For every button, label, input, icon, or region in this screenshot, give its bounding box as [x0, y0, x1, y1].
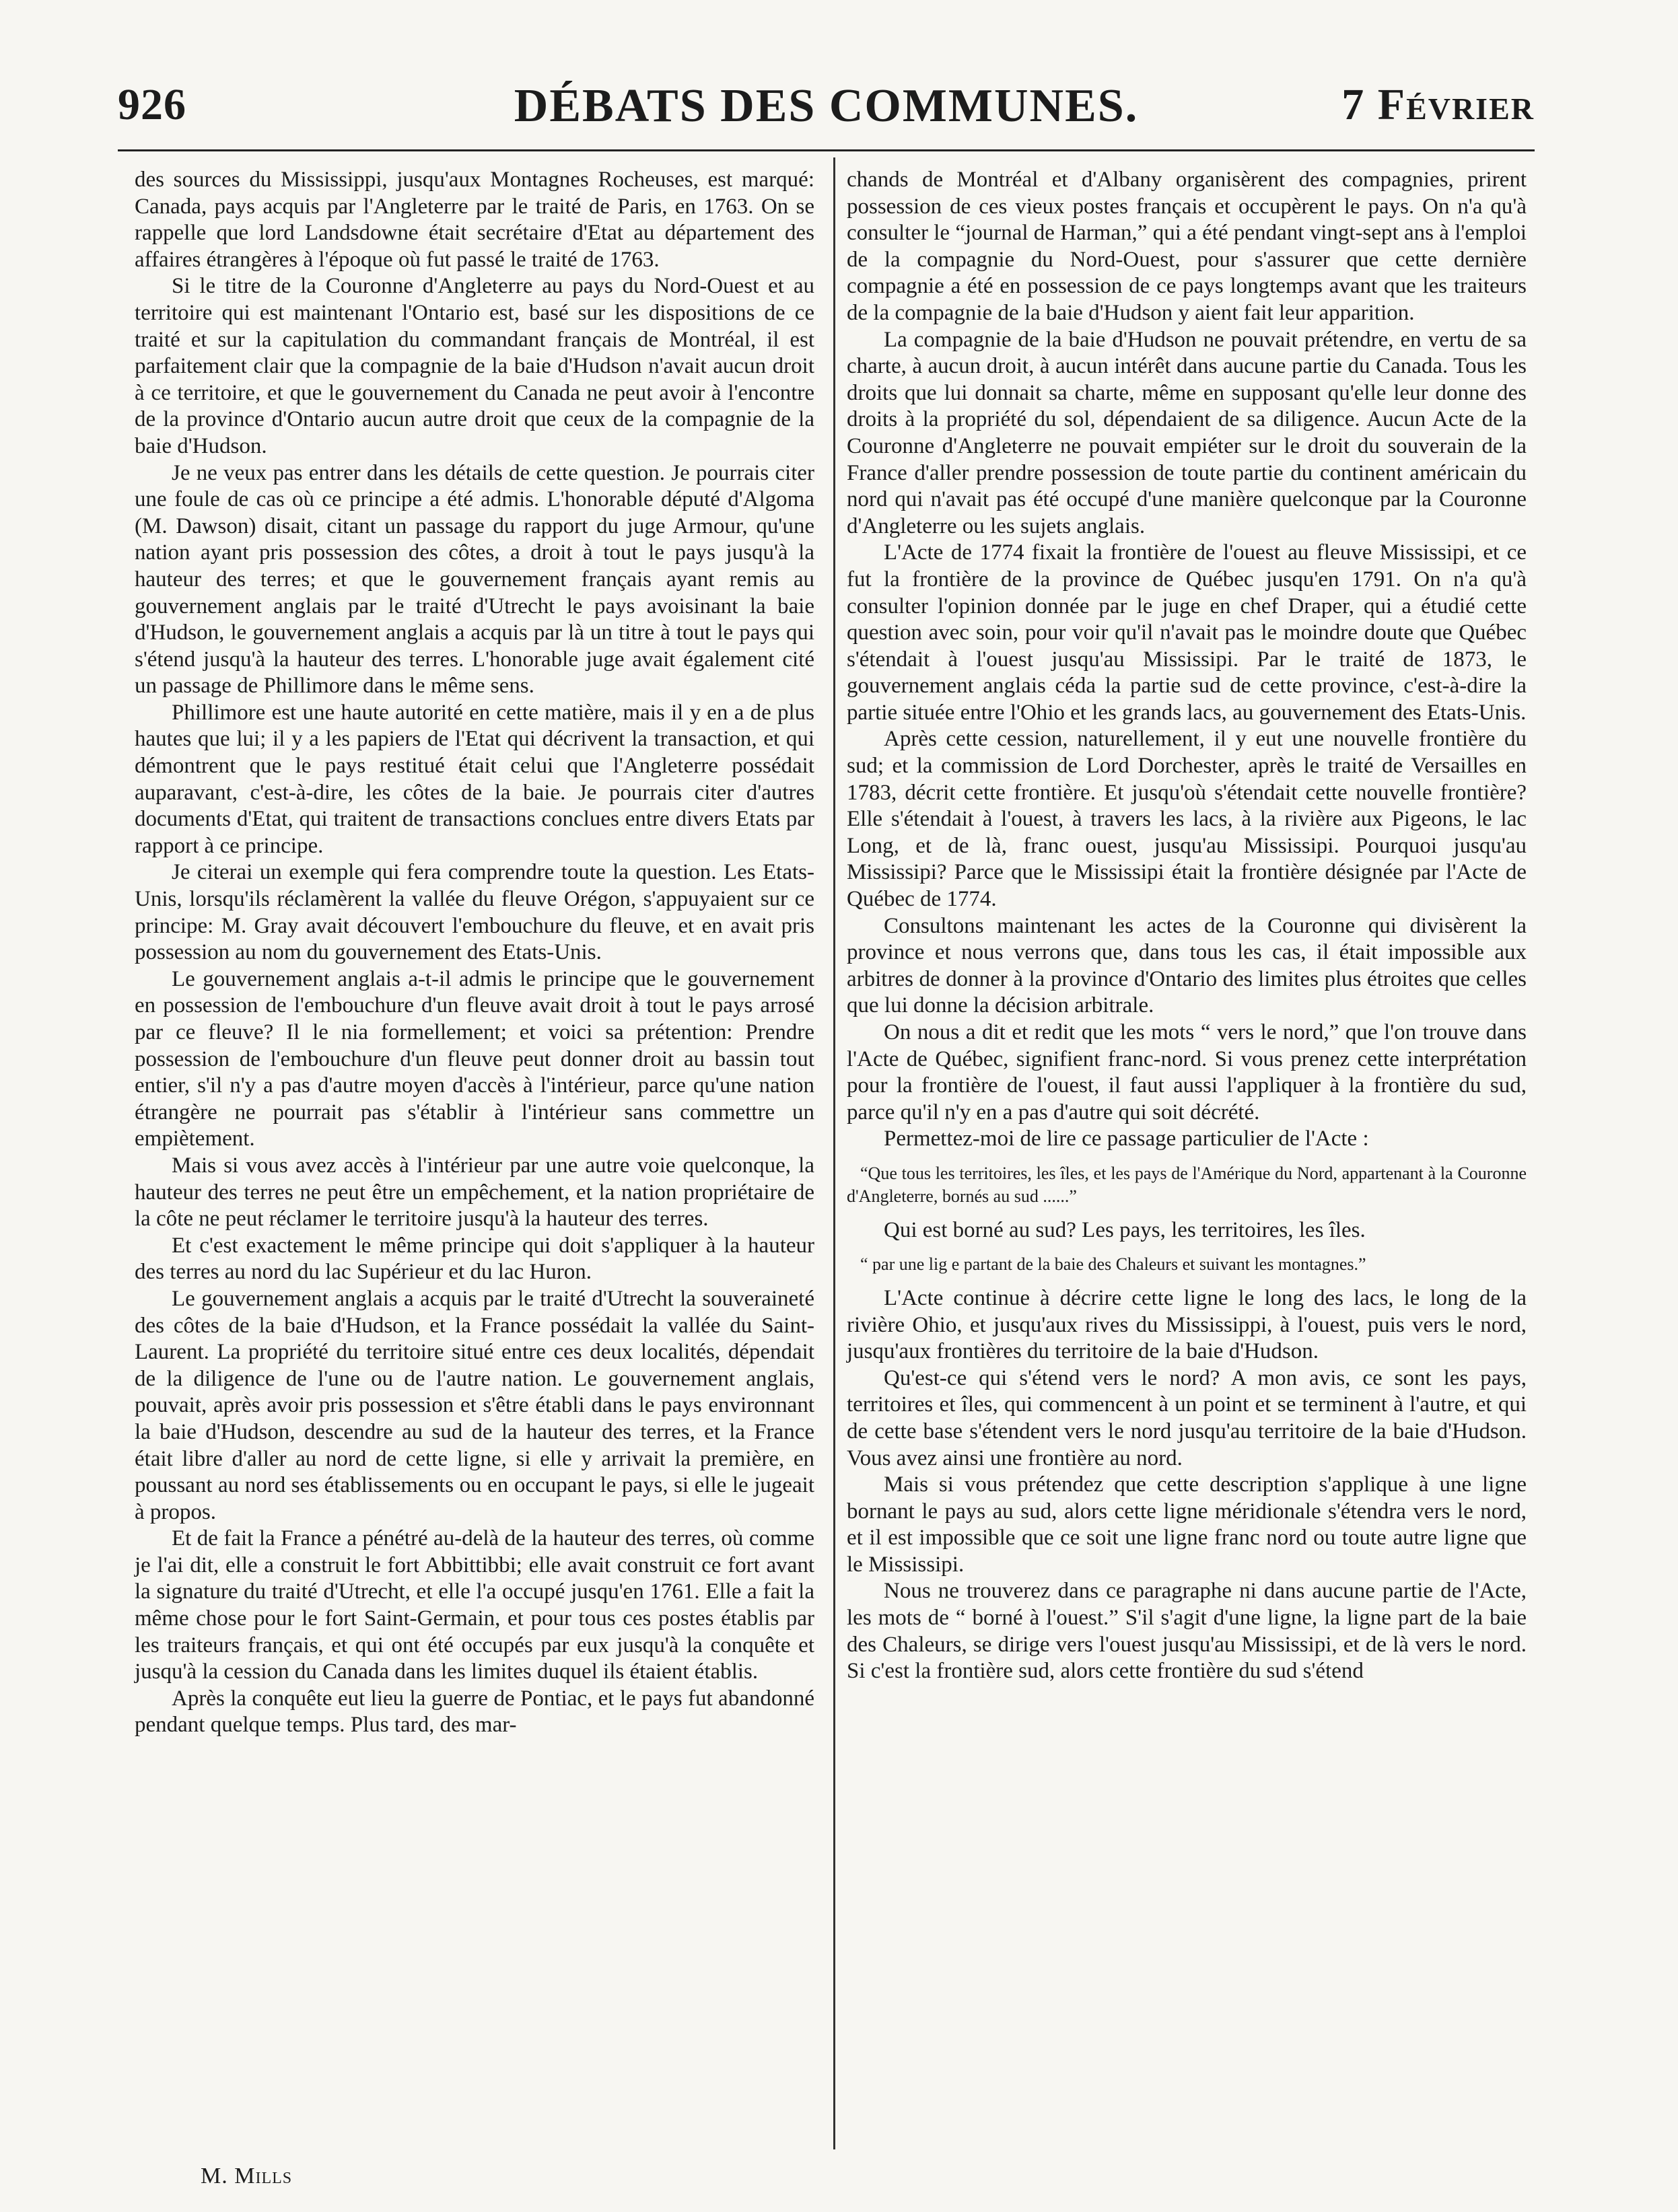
paragraph: Mais si vous avez accès à l'intérieur par une autre voie quelconque, la hauteur des terres ne peut être un empêchement, et la nation propriétaire de la côte ne peut réclamer le territoire jusqu'à la hauteur des terres. — [135, 1153, 814, 1232]
paragraph: Qu'est-ce qui s'étend vers le nord? A mon avis, ce sont les pays, territoires et îles, qui commencent à un point et se terminent à l'autre, et qui de cette base s'étendent vers le nord jusqu'au territoire de la baie d'Hudson. Vous avez ainsi une frontière au nord. — [847, 1365, 1527, 1470]
paragraph: Après la conquête eut lieu la guerre de Pontiac, et le pays fut abandonné pendant quelque temps. Plus tard, des mar- — [135, 1686, 814, 1738]
paragraph: L'Acte continue à décrire cette ligne le long des lacs, le long de la rivière Ohio, et jusqu'aux rives du Mississippi, à l'ouest, puis vers le nord, jusqu'aux frontières du territoire de la baie d'Hudson. — [847, 1285, 1527, 1364]
speaker-signature: M. Mills — [201, 2164, 293, 2188]
paragraph: Et c'est exactement le même principe qui doit s'appliquer à la hauteur des terres au nord du lac Supérieur et du lac Huron. — [135, 1233, 814, 1285]
column-divider — [833, 157, 835, 2149]
left-column — [135, 167, 814, 1739]
header-rule — [118, 149, 1535, 151]
paragraph: Consultons maintenant les actes de la Couronne qui divisèrent la province et nous verrons que, dans tous les cas, il était impossible aux arbitres de donner à la province d'Ontario des limites plus étroites que celles que lui donne la décision arbitrale. — [847, 913, 1527, 1018]
paragraph: Qui est borné au sud? Les pays, les territoires, les îles. — [884, 1217, 1366, 1242]
right-column — [847, 167, 1527, 1685]
paragraph: Je ne veux pas entrer dans les détails de cette question. Je pourrais citer une foule de cas où ce principe a été admis. L'honorable député d'Algoma (M. Dawson) disait, citant un passage du rapport du juge Armour, qu'une nation ayant pris possession des côtes, a droit à tout le pays jusqu'à la hauteur des terres; et que le gouvernement français ayant remis au gouvernement anglais par le traité d'Utrecht le pays avoisinant la baie d'Hudson, le gouvernement anglais a acquis par là un titre à tout le pays qui s'étend jusqu'à la hauteur des terres. L'honorable juge avait également cité un passage de Phillimore dans le même sens. — [135, 460, 814, 699]
paragraph: Mais si vous prétendez que cette description s'applique à une ligne bornant le pays au sud, alors cette ligne méridionale s'étendra vers le nord, et il est impossible que ce soit une ligne franc nord ou toute autre ligne que le Mississipi. — [847, 1472, 1527, 1577]
page-number: 926 — [118, 80, 186, 129]
paragraph: des sources du Mississippi, jusqu'aux Montagnes Rocheuses, est marqué: Canada, pays acquis par l'Angleterre par le traité de Paris, en 1763. On se rappelle que lord Landsdowne était secrétaire d'Etat au département des affaires étrangères à l'époque où fut passé le traité de 1763. — [135, 168, 814, 272]
paragraph: On nous a dit et redit que les mots “ vers le nord,” que l'on trouve dans l'Acte de Québec, signifient franc-nord. Si vous prenez cette interprétation pour la frontière de l'ouest, il faut aussi l'appliquer à la frontière du sud, parce qu'il n'y en a pas d'autre qui soit décrété. — [847, 1020, 1527, 1125]
paragraph: Permettez-moi de lire ce passage particulier de l'Acte : — [884, 1127, 1369, 1151]
paragraph: Si le titre de la Couronne d'Angleterre au pays du Nord-Ouest et au territoire qui est maintenant l'Ontario est, basé sur les dispositions de ce traité et sur la capitulation du commandant français de Montréal, il est parfaitement clair que la compagnie de la baie d'Hudson n'avait aucun droit à ce territoire, et que le gouvernement du Canada ne peut avoir à l'encontre de la province d'Ontario aucun autre droit que ceux de la compagnie de la baie d'Hudson. — [135, 274, 814, 458]
paragraph: Je citerai un exemple qui fera comprendre toute la question. Les Etats-Unis, lorsqu'ils réclamèrent la vallée du fleuve Orégon, s'appuyaient sur ce principe: M. Gray avait découvert l'embouchure du fleuve, et en avait pris possession au nom du gouvernement des Etats-Unis. — [135, 860, 814, 965]
block-quote: “ par une lig e partant de la baie des Chaleurs et suivant les montagnes.” — [860, 1254, 1366, 1275]
paragraph: La compagnie de la baie d'Hudson ne pouvait prétendre, en vertu de sa charte, à aucun droit, à aucun intérêt dans aucune partie du Canada. Tous les droits que lui donnait sa charte, même en supposant qu'elle leur donne des droits à la propriété du sol, dépendaient de sa diligence. Aucun Acte de la Couronne d'Angleterre ne pouvait empiéter sur le droit du souverain de la France d'aller prendre possession de toute partie du continent américain du nord qui n'avait pas été occupé d'une manière quelconque par la Couronne d'Angleterre ou les sujets anglais. — [847, 327, 1527, 538]
paragraph: L'Acte de 1774 fixait la frontière de l'ouest au fleuve Mississipi, et ce fut la frontière de la province de Québec jusqu'en 1791. On n'a qu'à consulter l'opinion donnée par le juge en chef Draper, qui a étudié cette question avec soin, pour voir qu'il n'avait pas le moindre doute que Québec s'étendait à l'ouest jusqu'au Mississipi. Par le traité de 1873, le gouvernement anglais céda la partie sud de cette province, c'est-à-dire la partie située entre l'Ohio et les grands lacs, au gouvernement des Etats-Unis. — [847, 540, 1527, 725]
paragraph: Le gouvernement anglais a acquis par le traité d'Utrecht la souveraineté des côtes de la baie d'Hudson, et la France possédait la vallée du Saint-Laurent. La propriété du territoire situé entre ces deux localités, dépendait de la diligence de l'une ou de l'autre nation. Le gouvernement anglais, pouvait, après avoir pris possession et s'être établi dans le pays environnant la baie d'Hudson, descendre au sud de la hauteur des terres, et la France était libre d'aller au nord de cette ligne, si elle y arrivait la première, en poussant au nord ses établissements ou en occupant le pays, si elle le jugeait à propos. — [135, 1286, 814, 1524]
page-header — [118, 79, 1535, 147]
page-date: 7 Février — [1341, 80, 1535, 129]
paragraph: chands de Montréal et d'Albany organisèrent des compagnies, prirent possession de ces vieux postes français et occupèrent le pays. On n'a qu'à consulter le “journal de Harman,” qui a été pendant vingt-sept ans à l'emploi de la compagnie du Nord-Ouest, pour s'assurer que cette dernière compagnie a été en possession de ce pays longtemps avant que les traiteurs de la compagnie de la baie d'Hudson y aient fait leur apparition. — [847, 168, 1527, 325]
paragraph: Phillimore est une haute autorité en cette matière, mais il y en a de plus hautes que lui; il y a les papiers de l'Etat qui décrivent la transaction, et qui démontrent que le pays restitué était celui que l'Angleterre possédait auparavant, c'est-à-dire, les côtes de la baie. Je pourrais citer d'autres documents d'Etat, qui traitent de transactions conclues entre divers Etats par rapport à ce principe. — [135, 700, 814, 858]
paragraph: Et de fait la France a pénétré au-delà de la hauteur des terres, où comme je l'ai dit, elle a construit le fort Abbittibbi; elle avait construit ce fort avant la signature du traité d'Utrecht, et elle l'a occupé jusqu'en 1761. Elle a fait la même chose pour le fort Saint-Germain, et pour tous ces postes établis par les traiteurs français, et qui ont été occupés par eux jusqu'à la conquête et jusqu'à la cession du Canada dans les limites duquel ils étaient établis. — [135, 1526, 814, 1684]
paragraph: Le gouvernement anglais a-t-il admis le principe que le gouvernement en possession de l'embouchure d'un fleuve avait droit à tout le pays arrosé par ce fleuve? Il le nia formellement; et voici sa prétention: Prendre possession de l'embouchure d'un fleuve peut donner droit au bassin tout entier, s'il n'y a pas d'autre moyen d'accès à l'intérieur, parce qu'une nation étrangère ne pourrait pas s'établir à l'intérieur sans commettre un empiètement. — [135, 966, 814, 1151]
publication-title: DÉBATS DES COMMUNES. — [514, 80, 1139, 132]
paragraph: Nous ne trouverez dans ce paragraphe ni dans aucune partie de l'Acte, les mots de “ borné à l'ouest.” S'il s'agit d'une ligne, la ligne part de la baie des Chaleurs, se dirige vers l'ouest jusqu'au Mississipi, et de là vers le nord. Si c'est la frontière sud, alors cette frontière du sud s'étend — [847, 1579, 1527, 1684]
paragraph: Après cette cession, naturellement, il y eut une nouvelle frontière du sud; et la commission de Lord Dorchester, après le traité de Versailles en 1783, décrit cette frontière. Et jusqu'où s'étendait cette nouvelle frontière? Elle s'étendait à l'ouest, à travers les lacs, à la rivière aux Pigeons, le lac Long, et de là, franc ouest, jusqu'au Mississipi. Pourquoi jusqu'au Mississipi? Parce que le Mississipi était la frontière désignée par l'Acte de Québec de 1774. — [847, 727, 1527, 912]
block-quote: “Que tous les territoires, les îles, et les pays de l'Amérique du Nord, appartenant à la Couronne d'Angleterre, bornés au sud ......” — [847, 1163, 1527, 1206]
